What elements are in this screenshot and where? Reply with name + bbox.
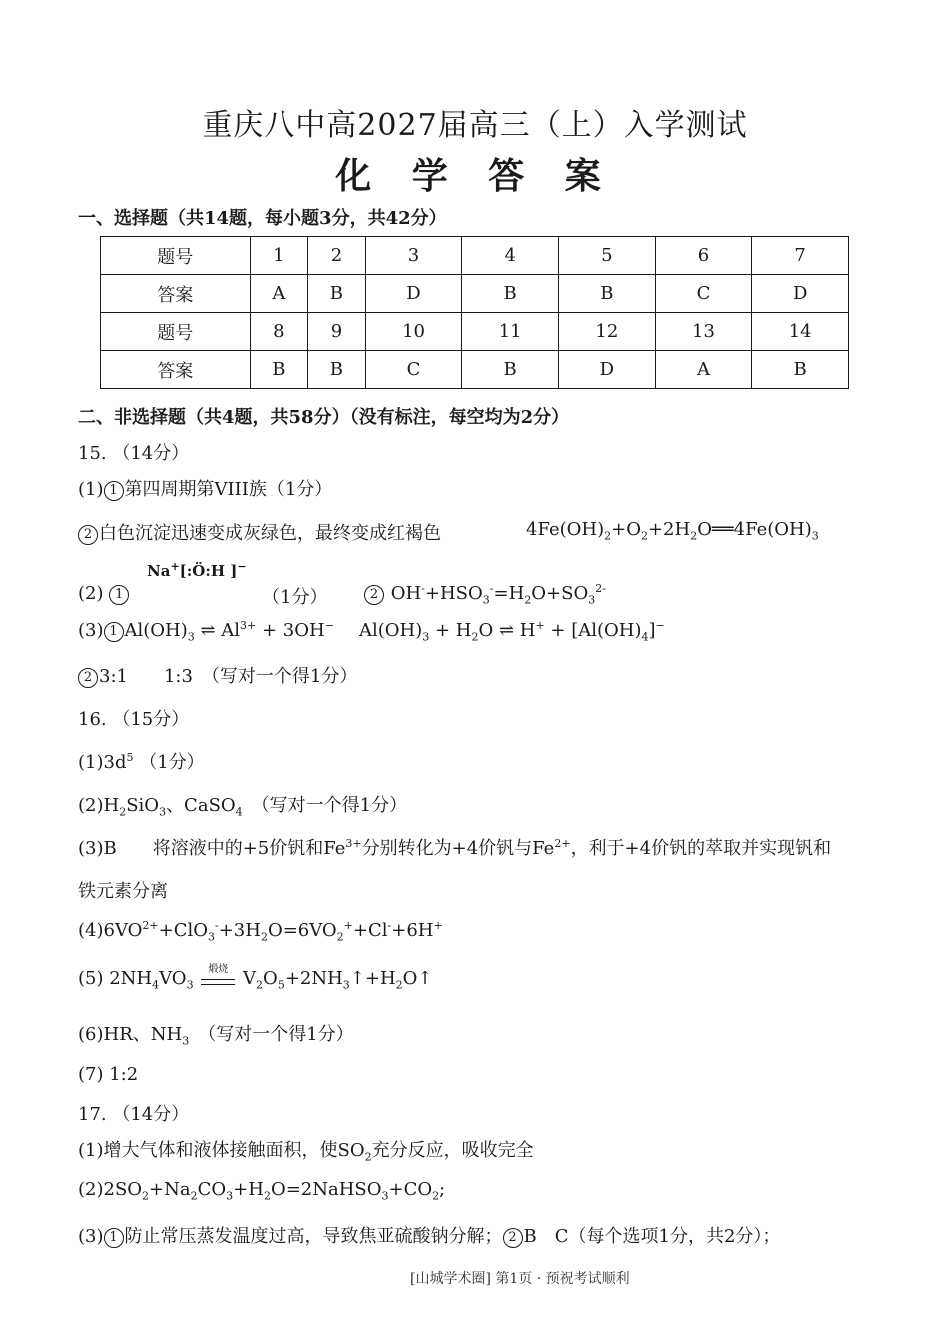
section2-heading: 二、非选择题（共4题，共58分）（没有标注，每空均为2分） bbox=[78, 407, 570, 428]
equation: 2 $OH^-+HSO_3^-=H_2O+SO_3^{2-}$ bbox=[364, 583, 606, 605]
answer-text: 白色沉淀迅速变成灰绿色，最终变成红褐色 bbox=[99, 523, 441, 544]
page-footer: [山城学术圈] 第1页 · 预祝考试顺利 bbox=[410, 1271, 630, 1287]
exam-title: 重庆八中高2027届高三（上）入学测试 bbox=[202, 108, 748, 143]
answer-text: B C（每个选项1分，共2分）； bbox=[523, 1226, 781, 1247]
answer-text: (1)增大气体和液体接触面积，使SO bbox=[78, 1140, 365, 1161]
table-cell: 12 bbox=[559, 313, 656, 351]
part-number: (1) bbox=[78, 479, 104, 500]
table-cell: B bbox=[752, 351, 849, 389]
q16-part7: (7) 1:2 bbox=[78, 1064, 139, 1085]
table-cell: 11 bbox=[462, 313, 559, 351]
table-cell: B bbox=[308, 275, 366, 313]
q15-part1-2 bbox=[78, 519, 441, 545]
answer-text: 分别转化为+4价钒与Fe bbox=[361, 838, 555, 859]
circled-number: 1 bbox=[104, 481, 124, 501]
equation: $4Fe(OH)_2+O_2+2H_2O══4Fe(OH)_3$ bbox=[526, 519, 819, 543]
table-cell: 5 bbox=[559, 237, 656, 275]
row-label: 题号 bbox=[101, 237, 251, 275]
answer-table bbox=[100, 236, 849, 389]
circled-number: 1 bbox=[109, 585, 129, 605]
q15-part3: (3) 1 $Al(OH)_3$ ⇌ $Al^{3+} + 3OH^-$ bbox=[78, 619, 334, 644]
table-cell: C bbox=[365, 351, 462, 389]
answer-text: 3:1 1:3 （写对一个得1分） bbox=[99, 666, 358, 687]
answer-key-subtitle: 化 学 答 案 bbox=[335, 155, 615, 197]
q17-part3 bbox=[78, 1222, 780, 1248]
part-number: (3) bbox=[78, 1226, 104, 1247]
circled-number: 2 bbox=[364, 585, 384, 605]
answer-text: (3)B 将溶液中的+5价钒和Fe bbox=[78, 838, 346, 859]
table-row bbox=[101, 313, 849, 351]
q15-part2 bbox=[78, 583, 130, 605]
q15-part1 bbox=[78, 475, 332, 501]
table-row bbox=[101, 275, 849, 313]
table-cell: 4 bbox=[462, 237, 559, 275]
q16-part3-cont: 铁元素分离 bbox=[78, 881, 168, 902]
circled-number: 2 bbox=[78, 525, 98, 545]
answer-text: ，利于+4价钒的萃取并实现钒和 bbox=[570, 838, 832, 859]
row-label: 答案 bbox=[101, 275, 251, 313]
table-cell: 1 bbox=[250, 237, 308, 275]
table-cell: 3 bbox=[365, 237, 462, 275]
table-cell: 2 bbox=[308, 237, 366, 275]
answer-text: 充分反应，吸收完全 bbox=[371, 1140, 534, 1161]
table-cell: D bbox=[752, 275, 849, 313]
table-cell: A bbox=[250, 275, 308, 313]
table-row bbox=[101, 351, 849, 389]
q16-part6: (6)HR、$NH_3$ （写对一个得1分） bbox=[78, 1024, 354, 1048]
q16-part2: $(2)H_2SiO_3$、CaSO$_4$ （写对一个得1分） bbox=[78, 795, 408, 819]
circled-number: 2 bbox=[503, 1228, 523, 1248]
q17-heading: 17. （14分） bbox=[78, 1104, 190, 1125]
table-cell: D bbox=[559, 351, 656, 389]
table-cell: 14 bbox=[752, 313, 849, 351]
score-note: （1分） bbox=[262, 587, 328, 608]
part-number: (2) bbox=[78, 583, 104, 604]
equation: $Al(OH)_3 + H_2O$ ⇌ $H^+ + [Al(OH)_4]^-$ bbox=[359, 619, 665, 644]
reaction-condition: 煅烧 bbox=[199, 970, 237, 988]
answer-text: (6)HR、NH bbox=[78, 1024, 183, 1045]
q16-heading: 16. （15分） bbox=[78, 709, 190, 730]
circled-number: 2 bbox=[78, 668, 98, 688]
answer-text: 第四周期第VIII族（1分） bbox=[124, 479, 333, 500]
table-cell: 8 bbox=[250, 313, 308, 351]
score-note: （写对一个得1分） bbox=[260, 795, 408, 816]
circled-number: 1 bbox=[104, 622, 124, 642]
q16-part4: $(4)6VO^{2+}+ClO_3^-+3H_2O=6VO_2^++Cl^-+6H^+$ bbox=[78, 919, 443, 944]
table-cell: C bbox=[655, 275, 752, 313]
q17-part1: (1)增大气体和液体接触面积，使$SO_2$充分反应，吸收完全 bbox=[78, 1140, 534, 1164]
table-cell: 13 bbox=[655, 313, 752, 351]
table-cell: 6 bbox=[655, 237, 752, 275]
table-cell: B bbox=[250, 351, 308, 389]
table-cell: 10 bbox=[365, 313, 462, 351]
table-row bbox=[101, 237, 849, 275]
table-cell: D bbox=[365, 275, 462, 313]
answer-text: 防止常压蒸发温度过高，导致焦亚硫酸钠分解； bbox=[124, 1226, 503, 1247]
score-note: （1分） bbox=[139, 752, 205, 773]
table-cell: B bbox=[308, 351, 366, 389]
table-cell: B bbox=[462, 351, 559, 389]
table-cell: B bbox=[559, 275, 656, 313]
table-cell: B bbox=[462, 275, 559, 313]
table-cell: 7 bbox=[752, 237, 849, 275]
table-cell: A bbox=[655, 351, 752, 389]
part-number: (3) bbox=[78, 620, 104, 641]
score-note: （写对一个得1分） bbox=[207, 1024, 354, 1045]
table-cell: 9 bbox=[308, 313, 366, 351]
circled-number: 1 bbox=[104, 1228, 124, 1248]
q16-part5: (5) $2NH_4VO_3$ 煅烧 $V_2O_5+2NH_3↑+H_2O↑$ bbox=[78, 964, 433, 992]
q15-heading: 15. （14分） bbox=[78, 443, 190, 464]
section1-heading: 一、选择题（共14题，每小题3分，共42分） bbox=[78, 208, 447, 229]
row-label: 答案 bbox=[101, 351, 251, 389]
q16-part3: (3)B 将溶液中的+5价钒和$Fe^{3+}$分别转化为+4价钒与$Fe^{2+}$，利于+4价钒的萃取并实现钒和 bbox=[78, 837, 832, 859]
q16-part1: $(1)3d^5$ （1分） bbox=[78, 751, 205, 773]
q15-part3-2 bbox=[78, 662, 357, 688]
row-label: 题号 bbox=[101, 313, 251, 351]
lewis-structure-naoh: Na+[:Ö:H ]− bbox=[147, 560, 247, 580]
q17-part2: $(2)2SO_2+Na_2CO_3+H_2O=2NaHSO_3+CO_2$; bbox=[78, 1179, 446, 1203]
